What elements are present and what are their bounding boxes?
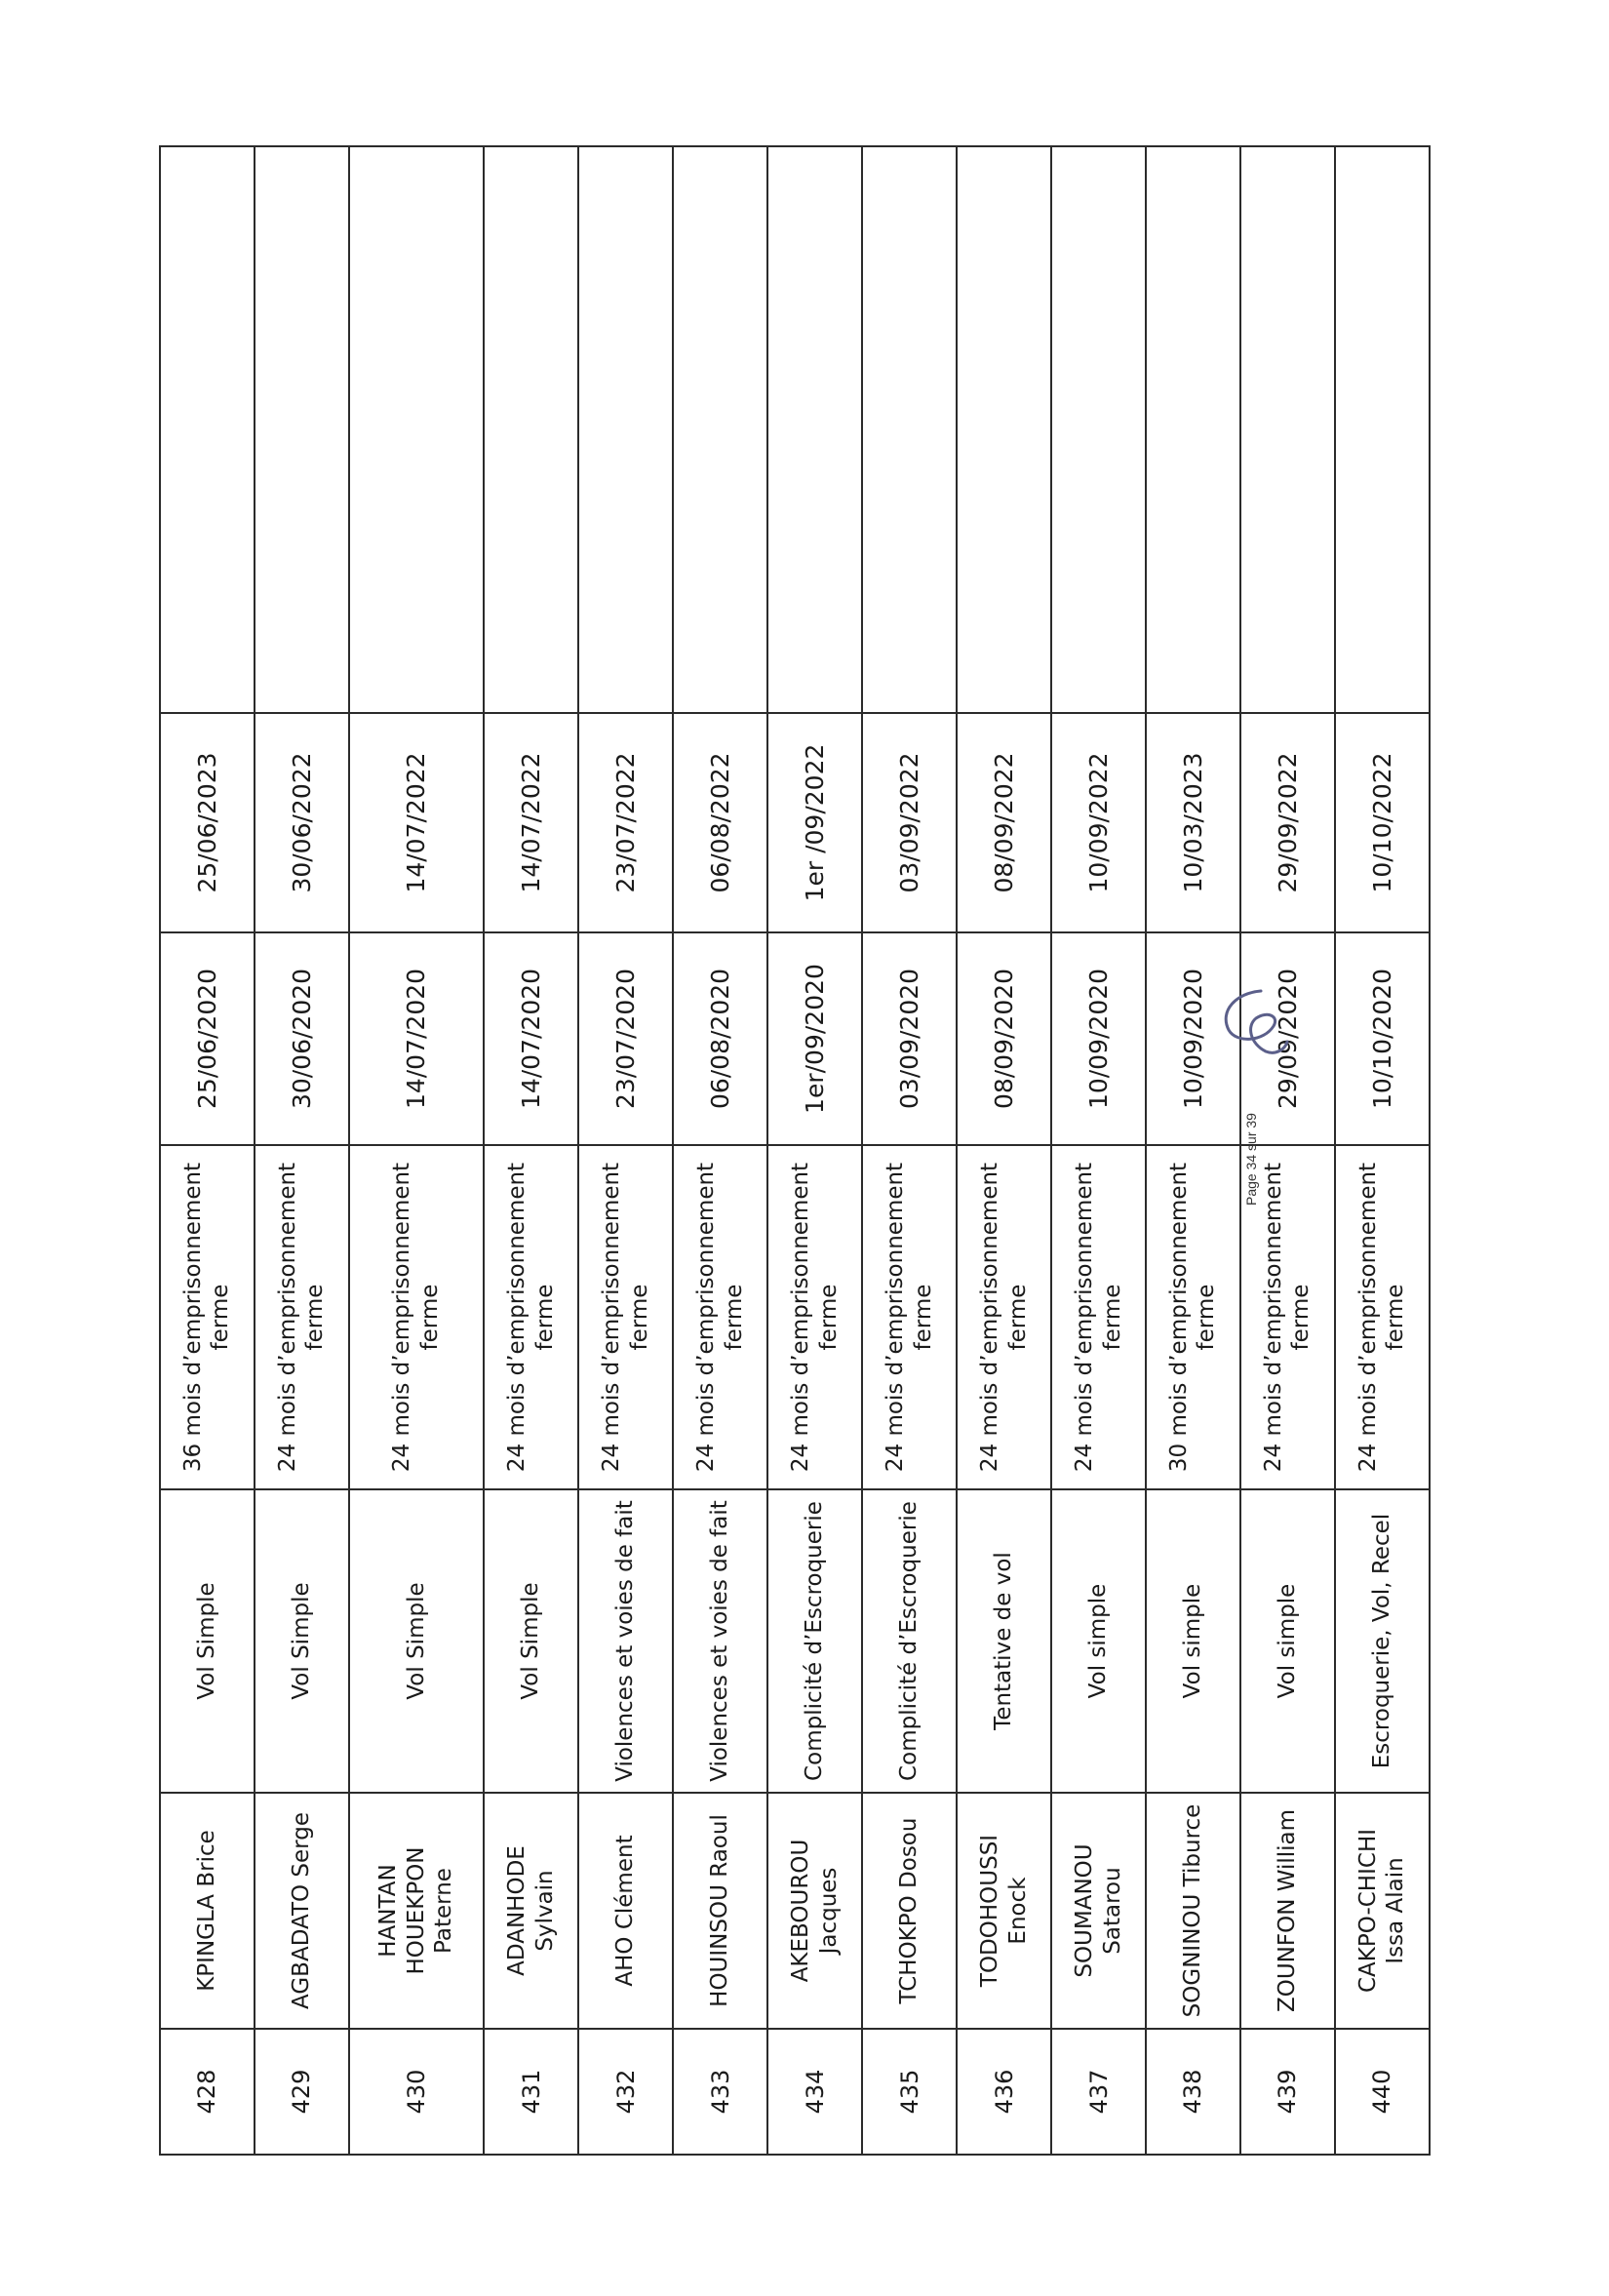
cell-start-date: 10/10/2020 [1335, 932, 1430, 1145]
cell-number: 438 [1146, 2029, 1240, 2155]
cell-number: 433 [673, 2029, 767, 2155]
cell-end-date: 10/03/2023 [1146, 713, 1240, 932]
cell-sentence: 24 mois d’emprisonnement ferme [578, 1145, 673, 1489]
cell-observations [1335, 146, 1430, 713]
records-table-body [160, 146, 1430, 2155]
cell-end-date: 10/09/2022 [1051, 713, 1146, 932]
cell-name: ZOUNFON William [1240, 1793, 1335, 2029]
cell-number: 428 [160, 2029, 255, 2155]
cell-number: 440 [1335, 2029, 1430, 2155]
cell-observations [349, 146, 484, 713]
cell-offense: Vol simple [1240, 1489, 1335, 1793]
cell-start-date: 14/07/2020 [349, 932, 484, 1145]
cell-start-date: 06/08/2020 [673, 932, 767, 1145]
cell-observations [1240, 146, 1335, 713]
table-row [349, 146, 484, 2155]
table-row [862, 146, 957, 2155]
cell-start-date: 08/09/2020 [957, 932, 1051, 1145]
cell-name: AGBADATO Serge [255, 1793, 349, 2029]
cell-end-date: 30/06/2022 [255, 713, 349, 932]
cell-number: 432 [578, 2029, 673, 2155]
cell-end-date: 29/09/2022 [1240, 713, 1335, 932]
cell-end-date: 03/09/2022 [862, 713, 957, 932]
table-row [673, 146, 767, 2155]
cell-observations [862, 146, 957, 713]
cell-name: HANTAN HOUEKPON Paterne [349, 1793, 484, 2029]
cell-observations [578, 146, 673, 713]
cell-number: 439 [1240, 2029, 1335, 2155]
cell-observations [160, 146, 255, 713]
table-row [160, 146, 255, 2155]
cell-name: ADANHODE Sylvain [484, 1793, 578, 2029]
cell-offense: Escroquerie, Vol, Recel [1335, 1489, 1430, 1793]
cell-name: KPINGLA Brice [160, 1793, 255, 2029]
page-footer [1243, 1113, 1259, 1206]
page-number: Page 34 sur 39 [1243, 1113, 1259, 1206]
handwritten-initials-icon [1207, 983, 1295, 1061]
cell-observations [255, 146, 349, 713]
table-row [484, 146, 578, 2155]
cell-start-date: 30/06/2020 [255, 932, 349, 1145]
cell-sentence: 30 mois d’emprisonnement ferme [1146, 1145, 1240, 1489]
cell-number: 434 [767, 2029, 862, 2155]
table-row [578, 146, 673, 2155]
cell-end-date: 14/07/2022 [349, 713, 484, 932]
cell-start-date: 23/07/2020 [578, 932, 673, 1145]
cell-offense: Vol Simple [160, 1489, 255, 1793]
cell-number: 429 [255, 2029, 349, 2155]
cell-name: AKEBOUROU Jacques [767, 1793, 862, 2029]
table-row [1146, 146, 1240, 2155]
cell-observations [1051, 146, 1146, 713]
cell-name: HOUINSOU Raoul [673, 1793, 767, 2029]
cell-offense: Tentative de vol [957, 1489, 1051, 1793]
cell-start-date: 29/09/2020 [1240, 932, 1335, 1145]
cell-sentence: 24 mois d’emprisonnement ferme [255, 1145, 349, 1489]
cell-sentence: 24 mois d’emprisonnement ferme [1051, 1145, 1146, 1489]
cell-sentence: 24 mois d’emprisonnement ferme [349, 1145, 484, 1489]
cell-name: AHO Clément [578, 1793, 673, 2029]
cell-offense: Violences et voies de fait [578, 1489, 673, 1793]
cell-start-date: 03/09/2020 [862, 932, 957, 1145]
cell-sentence: 24 mois d’emprisonnement ferme [1240, 1145, 1335, 1489]
cell-end-date: 23/07/2022 [578, 713, 673, 932]
cell-start-date: 25/06/2020 [160, 932, 255, 1145]
cell-name: SOGNINOU Tiburce [1146, 1793, 1240, 2029]
cell-sentence: 24 mois d’emprisonnement ferme [767, 1145, 862, 1489]
cell-offense: Vol Simple [484, 1489, 578, 1793]
cell-number: 431 [484, 2029, 578, 2155]
cell-number: 435 [862, 2029, 957, 2155]
cell-offense: Vol simple [1051, 1489, 1146, 1793]
cell-number: 436 [957, 2029, 1051, 2155]
cell-offense: Vol simple [1146, 1489, 1240, 1793]
cell-end-date: 10/10/2022 [1335, 713, 1430, 932]
detainee-records-table [159, 145, 1431, 2156]
cell-end-date: 08/09/2022 [957, 713, 1051, 932]
table-row [255, 146, 349, 2155]
cell-sentence: 24 mois d’emprisonnement ferme [862, 1145, 957, 1489]
cell-start-date: 10/09/2020 [1146, 932, 1240, 1145]
cell-sentence: 24 mois d’emprisonnement ferme [673, 1145, 767, 1489]
table-row [767, 146, 862, 2155]
cell-start-date: 14/07/2020 [484, 932, 578, 1145]
cell-observations [767, 146, 862, 713]
cell-end-date: 06/08/2022 [673, 713, 767, 932]
cell-observations [1146, 146, 1240, 713]
cell-sentence: 36 mois d’emprisonnement ferme [160, 1145, 255, 1489]
cell-sentence: 24 mois d’emprisonnement ferme [957, 1145, 1051, 1489]
cell-offense: Violences et voies de fait [673, 1489, 767, 1793]
cell-end-date: 1er /09/2022 [767, 713, 862, 932]
cell-name: CAKPO-CHICHI Issa Alain [1335, 1793, 1430, 2029]
cell-number: 430 [349, 2029, 484, 2155]
cell-start-date: 1er/09/2020 [767, 932, 862, 1145]
table-row [957, 146, 1051, 2155]
table-row [1335, 146, 1430, 2155]
cell-start-date: 10/09/2020 [1051, 932, 1146, 1145]
cell-number: 437 [1051, 2029, 1146, 2155]
cell-observations [484, 146, 578, 713]
cell-sentence: 24 mois d’emprisonnement ferme [1335, 1145, 1430, 1489]
cell-observations [957, 146, 1051, 713]
cell-name: TODOHOUSSI Enock [957, 1793, 1051, 2029]
cell-offense: Complicité d’Escroquerie [767, 1489, 862, 1793]
cell-offense: Vol Simple [255, 1489, 349, 1793]
cell-offense: Vol Simple [349, 1489, 484, 1793]
records-table-wrapper [159, 147, 1431, 2156]
cell-name: SOUMANOU Satarou [1051, 1793, 1146, 2029]
cell-offense: Complicité d’Escroquerie [862, 1489, 957, 1793]
cell-end-date: 25/06/2023 [160, 713, 255, 932]
cell-end-date: 14/07/2022 [484, 713, 578, 932]
cell-sentence: 24 mois d’emprisonnement ferme [484, 1145, 578, 1489]
table-row [1051, 146, 1146, 2155]
cell-observations [673, 146, 767, 713]
cell-name: TCHOKPO Dosou [862, 1793, 957, 2029]
